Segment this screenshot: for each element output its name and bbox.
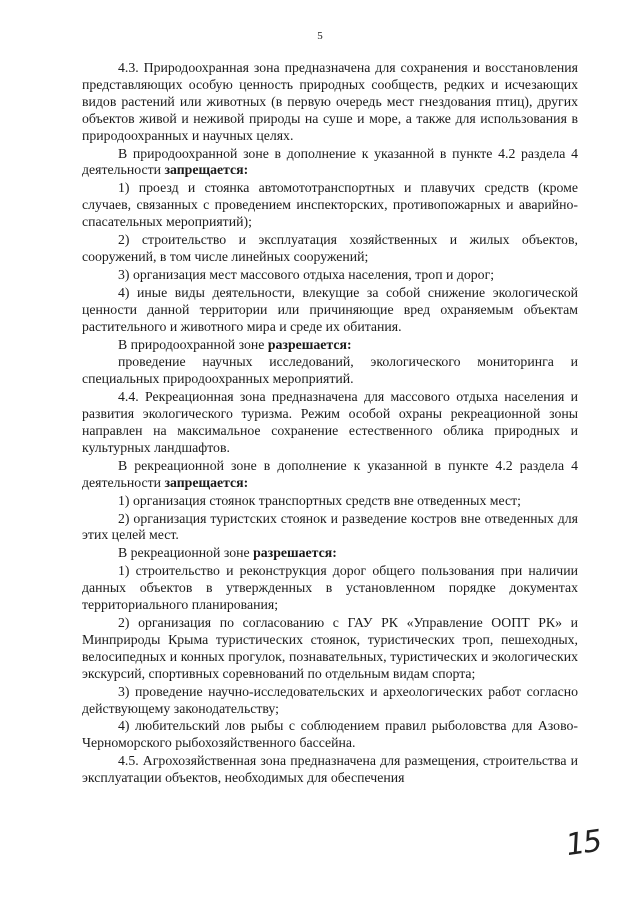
prohibited-item-3: 3) организация мест массового отдыха населения, троп и дорог; xyxy=(118,266,495,282)
recreation-allowed-item-2: 2) организация по согласованию с ГАУ РК «Управление ООПТ РК» и Минприроды Крыма туристических стоянок, туристических троп, пешеходных, велосипедных и конных прогулок, познавательных, туристических и экологических экскурсий, спортивных соревнований по отдельным видам спорта; xyxy=(82,615,578,681)
recreation-allowed-intro: В рекреационной зоне разрешается: xyxy=(118,545,337,561)
recreation-prohibited-intro: В рекреационной зоне в дополнение к указанной в пункте 4.2 раздела 4 деятельности запрещается: xyxy=(82,457,578,490)
section-4-4-paragraph: 4.4. Рекреационная зона предназначена для массового отдыха населения и развития экологического туризма. Режим особой охраны рекреационной зоны направлен на максимальное сохранение естественного облика природных и культурных ландшафтов. xyxy=(82,389,578,455)
prohibited-intro-paragraph: В природоохранной зоне в дополнение к указанной в пункте 4.2 раздела 4 деятельности запрещается: xyxy=(82,145,578,178)
allowed-intro-paragraph: В природоохранной зоне разрешается: xyxy=(118,336,352,352)
recreation-allowed-item-4: 4) любительский лов рыбы с соблюдением правил рыболовства для Азово-Черноморского рыбохозяйственного бассейна. xyxy=(82,718,578,751)
allowed-item: проведение научных исследований, экологического мониторинга и специальных природоохранных мероприятий. xyxy=(82,354,578,387)
recreation-prohibited-item-1: 1) организация стоянок транспортных средств вне отведенных мест; xyxy=(118,492,521,508)
prohibited-item-1: 1) проезд и стоянка автомототранспортных и плавучих средств (кроме случаев, связанных с проведением инспекторских, противопожарных и аварийно-спасательных мероприятий); xyxy=(82,180,578,230)
recreation-allowed-item-3: 3) проведение научно-исследовательских и археологических работ согласно действующему законодательству; xyxy=(82,683,578,716)
recreation-allowed-item-1: 1) строительство и реконструкция дорог общего пользования при наличии данных объектов в утвержденных в установленном порядке документах территориального планирования; xyxy=(82,563,578,613)
handwritten-page-mark: 15 xyxy=(563,823,603,864)
document-body xyxy=(82,60,578,787)
prohibited-item-4: 4) иные виды деятельности, влекущие за собой снижение экологической ценности данной территории или причиняющие вред охраняемым объектам растительного и животного мира и среде их обитания. xyxy=(82,284,578,334)
page-number: 5 xyxy=(317,30,323,42)
prohibited-item-2: 2) строительство и эксплуатация хозяйственных и жилых объектов, сооружений, в том числе линейных сооружений; xyxy=(82,232,578,264)
section-4-5-paragraph: 4.5. Агрохозяйственная зона предназначена для размещения, строительства и эксплуатации объектов, необходимых для обеспечения xyxy=(82,753,578,786)
recreation-prohibited-item-2: 2) организация туристских стоянок и разведение костров вне отведенных для этих целей мест. xyxy=(82,510,578,543)
section-4-3-paragraph: 4.3. Природоохранная зона предназначена для сохранения и восстановления представляющих особую ценность природных сообществ, редких и исчезающих видов растений или животных (в первую очередь мест гнездования птиц), других объектов живой и неживой природы на суше и море, а также для использования в природоохранных и научных целях. xyxy=(82,60,578,143)
